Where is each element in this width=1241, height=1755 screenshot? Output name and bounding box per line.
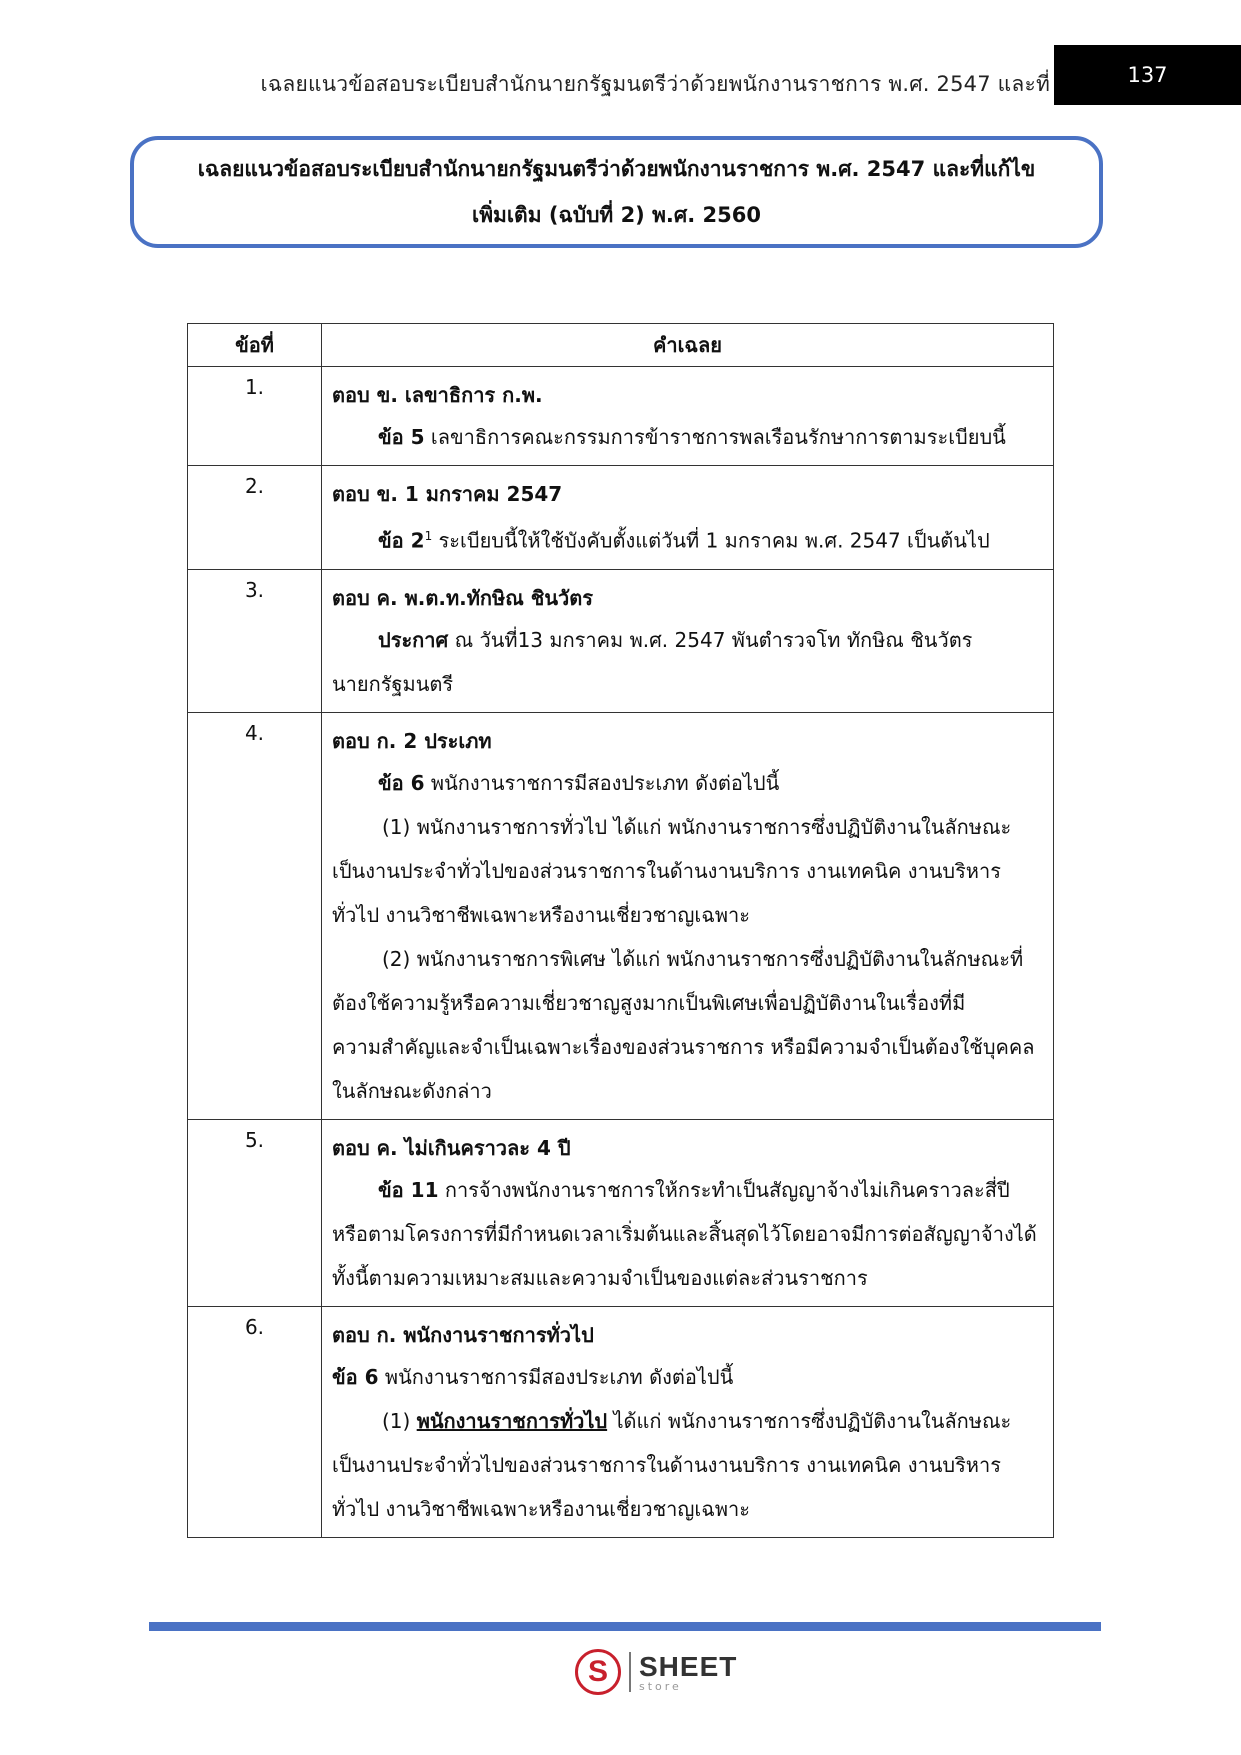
title-line-1: เฉลยแนวข้อสอบระเบียบสำนักนายกรัฐมนตรีว่าด้วยพนักงานราชการ พ.ศ. 2547 และที่แก้ไข [197,157,1036,181]
answer-text: ตอบ ค. พ.ต.ท.ทักษิณ ชินวัตร [332,585,593,610]
reference-line [332,415,1043,459]
paragraph-line: ทั่วไป งานวิชาชีพเฉพาะหรืองานเชี่ยวชาญเฉพาะ [332,902,751,927]
paragraph-line [332,1399,1043,1443]
reference-text: พนักงานราชการมีสองประเภท ดังต่อไปนี้ [378,1364,734,1389]
footer-rule [149,1622,1101,1631]
row-number: 6. [188,1306,322,1537]
reference-label: ข้อ 6 [332,1364,379,1389]
paragraph-line: (1) พนักงานราชการทั่วไป ได้แก่ พนักงานราชการซึ่งปฏิบัติงานในลักษณะ [382,814,1012,839]
row-answer [322,367,1054,466]
table-row [188,712,1054,1119]
reference-continuation: นายกรัฐมนตรี [332,671,454,696]
reference-line [332,514,1043,563]
reference-label: ข้อ 5 [378,425,425,449]
reference-line [332,1355,1043,1399]
reference-text: ณ วันที่13 มกราคม พ.ศ. 2547 พันตำรวจโท ทักษิณ ชินวัตร [448,627,973,652]
reference-line [332,1168,1043,1212]
paragraph-line: ในลักษณะดังกล่าว [332,1078,492,1103]
logo-divider [629,1652,631,1692]
table-header-row [188,324,1054,367]
logo-subword: store [639,1679,682,1693]
title-line-2: เพิ่มเติม (ฉบับที่ 2) พ.ศ. 2560 [472,203,761,227]
answer-text: ตอบ ค. ไม่เกินคราวละ 4 ปี [332,1135,571,1160]
row-number: 3. [188,569,322,712]
column-header-answer: คำเฉลย [322,324,1054,367]
table-row [188,466,1054,570]
row-number: 5. [188,1119,322,1306]
answer-text: ตอบ ข. 1 มกราคม 2547 [332,482,563,506]
paragraph-line: เป็นงานประจำทั่วไปของส่วนราชการในด้านงานบริการ งานเทคนิค งานบริหาร [332,1452,1001,1477]
row-number: 1. [188,367,322,466]
table-row [188,569,1054,712]
paragraph-line: ต้องใช้ความรู้หรือความเชี่ยวชาญสูงมากเป็นพิเศษเพื่อปฏิบัติงานในเรื่องที่มี [332,990,966,1015]
sheet-store-logo [575,1646,737,1698]
page-number: 137 [1054,45,1241,105]
table-row [188,1119,1054,1306]
answer-text: ตอบ ก. พนักงานราชการทั่วไป [332,1322,594,1347]
reference-text: พนักงานราชการมีสองประเภท ดังต่อไปนี้ [424,770,780,795]
paragraph-line: หรือตามโครงการที่มีกำหนดเวลาเริ่มต้นและสิ้นสุดไว้โดยอาจมีการต่อสัญญาจ้างได้ [332,1221,1037,1246]
answer-text: ตอบ ก. 2 ประเภท [332,728,492,753]
table-row [188,367,1054,466]
row-answer [322,1119,1054,1306]
reference-text: เลขาธิการคณะกรรมการข้าราชการพลเรือนรักษาการตามระเบียบนี้ [424,425,1006,449]
reference-label: ประกาศ [378,627,449,652]
row-answer [322,712,1054,1119]
reference-line [332,761,1043,805]
answer-text: ตอบ ข. เลขาธิการ ก.พ. [332,383,543,407]
table-row [188,1306,1054,1537]
logo-wordmark [639,1650,738,1693]
paragraph-line: ทั่วไป งานวิชาชีพเฉพาะหรืองานเชี่ยวชาญเฉพาะ [332,1496,751,1521]
column-header-no: ข้อที่ [188,324,322,367]
row-number: 4. [188,712,322,1119]
row-answer [322,466,1054,570]
paragraph-line: (2) พนักงานราชการพิเศษ ได้แก่ พนักงานราชการซึ่งปฏิบัติงานในลักษณะที่ [382,946,1024,971]
document-title-box [130,136,1103,248]
footnote-marker: 1 [424,529,433,543]
reference-line [332,618,1043,662]
logo-word: SHEET [639,1650,738,1682]
answer-table [187,323,1054,1538]
paragraph-rest: ได้แก่ พนักงานราชการซึ่งปฏิบัติงานในลักษณะ [607,1408,1012,1433]
reference-label: ข้อ 2 [378,528,425,553]
paragraph-line: เป็นงานประจำทั่วไปของส่วนราชการในด้านงานบริการ งานเทคนิค งานบริหาร [332,858,1001,883]
paragraph-prefix: (1) [382,1408,417,1433]
paragraph-line: ความสำคัญและจำเป็นเฉพาะเรื่องของส่วนราชการ หรือมีความจำเป็นต้องใช้บุคคล [332,1034,1035,1059]
running-header: เฉลยแนวข้อสอบระเบียบสำนักนายกรัฐมนตรีว่าด้วยพนักงานราชการ พ.ศ. 2547 และที่ [260,72,1050,96]
reference-label: ข้อ 11 [378,1177,439,1202]
row-answer [322,1306,1054,1537]
emphasized-term: พนักงานราชการทั่วไป [416,1408,608,1433]
paragraph-line: ทั้งนี้ตามความเหมาะสมและความจำเป็นของแต่ละส่วนราชการ [332,1265,868,1290]
logo-s-icon: S [575,1649,621,1695]
reference-label: ข้อ 6 [378,770,425,795]
row-number: 2. [188,466,322,570]
reference-text: การจ้างพนักงานราชการให้กระทำเป็นสัญญาจ้างไม่เกินคราวละสี่ปี [438,1177,1010,1202]
reference-text: ระเบียบนี้ให้ใช้บังคับตั้งแต่วันที่ 1 มกราคม พ.ศ. 2547 เป็นต้นไป [432,528,990,553]
row-answer [322,569,1054,712]
